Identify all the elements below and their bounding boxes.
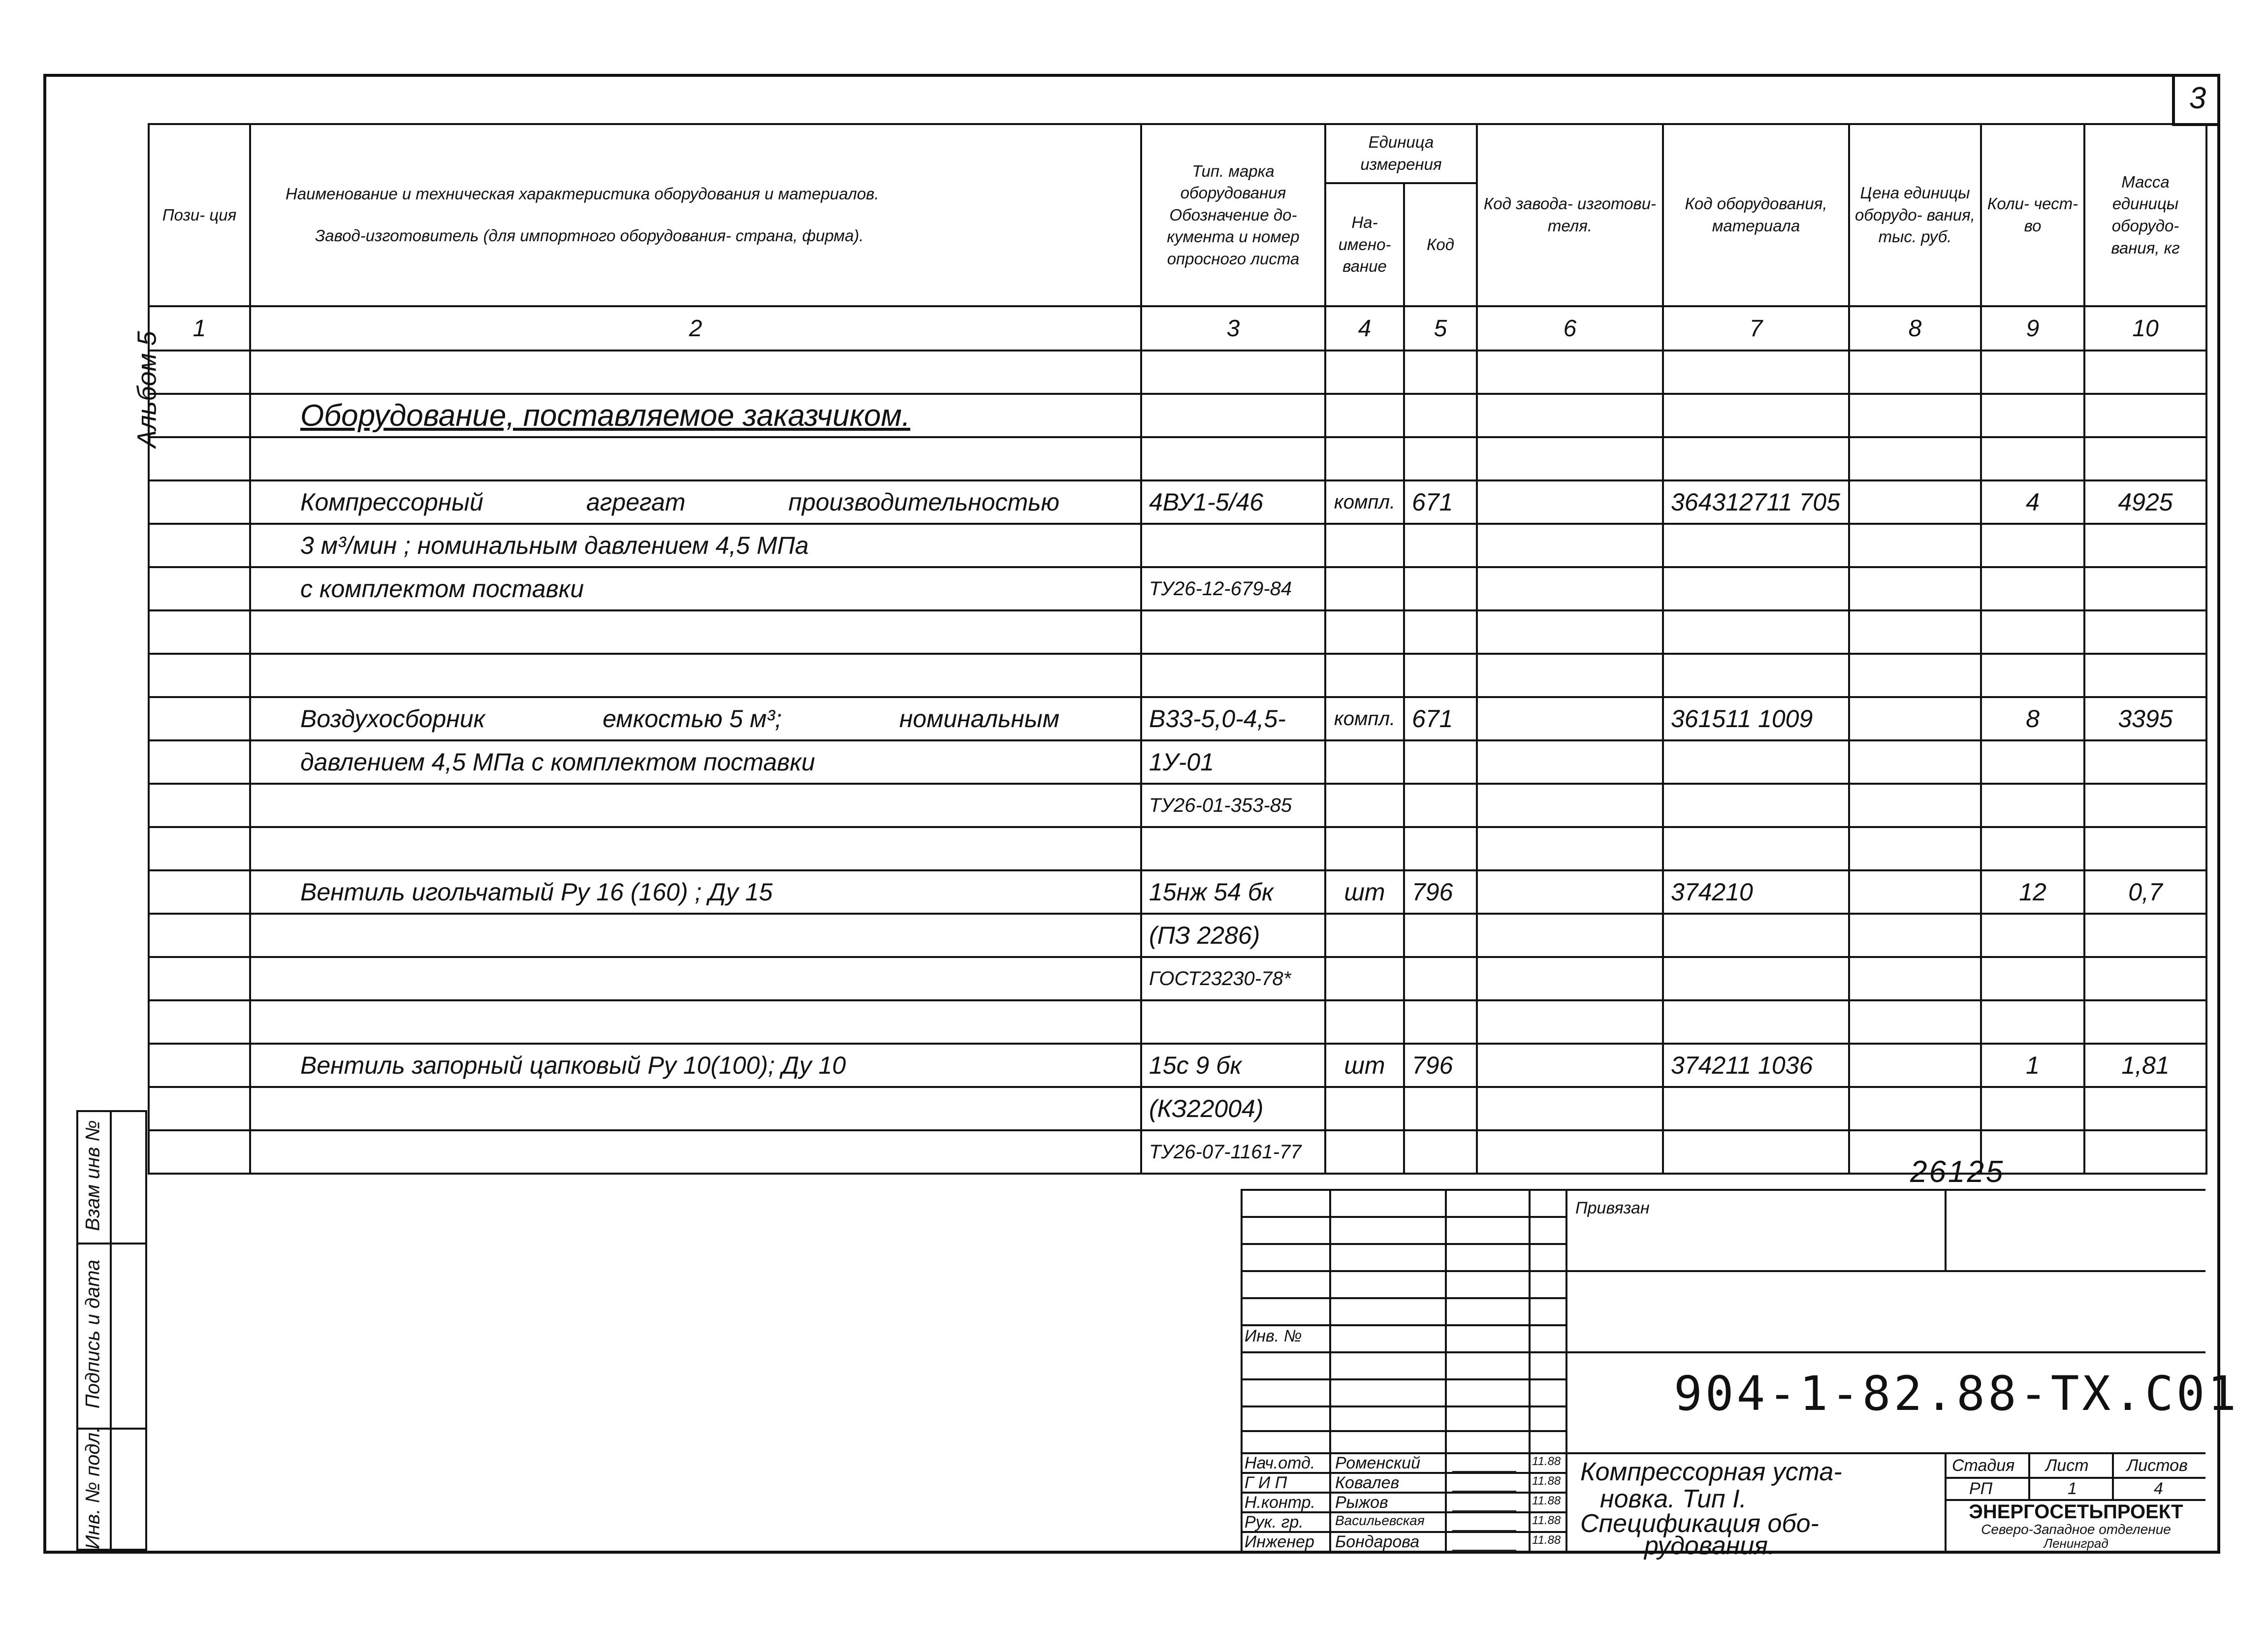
header-unit-name: На- имено- вание	[1325, 183, 1404, 306]
item-mass: 3395	[2084, 697, 2206, 740]
item-name: Воздухосборник	[300, 705, 485, 733]
item-unit-code: 671	[1404, 697, 1477, 740]
person-name: Васильевская	[1335, 1513, 1425, 1528]
inv-no-label: Инв. №	[1245, 1327, 1302, 1345]
item-doc: ГОСТ23230-78*	[1141, 957, 1325, 1000]
item-doc: ТУ26-07-1161-77	[1141, 1130, 1325, 1174]
item-material-code: 364312711 705	[1663, 480, 1849, 524]
role-label: Рук. гр.	[1245, 1513, 1304, 1532]
header-factory-code: Код завода- изготови- теля.	[1477, 124, 1663, 306]
col-number: 5	[1404, 306, 1477, 351]
left-approval-strip	[76, 1110, 145, 1551]
table-row	[149, 654, 2206, 697]
privyazan-label: Привязан	[1575, 1199, 1650, 1217]
person-name: Бондарова	[1335, 1532, 1420, 1551]
role-label: Нач.отд.	[1245, 1454, 1315, 1472]
role-label: Инженер	[1245, 1532, 1314, 1551]
sign-date: 11.88	[1532, 1474, 1561, 1488]
item-name: давлением 4,5 МПа с комплектом поставки	[250, 740, 1141, 784]
item-name: номинальным	[899, 705, 1059, 733]
header-position: Пози- ция	[149, 124, 250, 306]
doc-title-line: Спецификация обо-	[1580, 1509, 1819, 1538]
signature-mark	[1452, 1497, 1516, 1512]
title-block	[1241, 1189, 2239, 1560]
col-number: 1	[149, 306, 250, 351]
header-mass: Масса единицы оборудо- вания, кг	[2084, 124, 2206, 306]
item-unit: компл.	[1325, 697, 1404, 740]
stage-label: Стадия	[1952, 1456, 2015, 1475]
col-number: 10	[2084, 306, 2206, 351]
role-label: Г И П	[1245, 1473, 1287, 1492]
person-name: Рыжов	[1335, 1493, 1388, 1512]
item-material-code: 374211 1036	[1663, 1044, 1849, 1087]
table-row	[149, 437, 2206, 480]
organization-name: ЭНЕРГОСЕТЬПРОЕКТ	[1969, 1501, 2183, 1523]
signature-mark	[1452, 1457, 1516, 1472]
header-unit-code: Код	[1404, 183, 1477, 306]
item-quantity: 1	[1981, 1044, 2084, 1087]
col-number: 8	[1849, 306, 1981, 351]
col-number: 9	[1981, 306, 2084, 351]
item-unit-code: 671	[1404, 480, 1477, 524]
table-row	[149, 697, 2206, 740]
table-row	[149, 351, 2206, 394]
doc-title-line: рудования.	[1644, 1532, 1775, 1560]
frame-top-line	[43, 74, 2217, 77]
item-type: (КЗ22004)	[1141, 1087, 1325, 1130]
document-code: 904-1-82.88-ТХ.С01	[1674, 1366, 2239, 1421]
vzam-inv-label: Взам инв №	[82, 1119, 104, 1231]
col-number: 7	[1663, 306, 1849, 351]
col-number: 2	[250, 306, 1141, 351]
item-mass: 4925	[2084, 480, 2206, 524]
signature-date-label: Подпись и дата	[82, 1259, 104, 1409]
header-name	[250, 124, 1141, 306]
item-unit-code: 796	[1404, 1044, 1477, 1087]
item-name: Компрессорный	[300, 488, 483, 516]
stage-value: РП	[1969, 1479, 1993, 1498]
sheets-value: 4	[2154, 1479, 2163, 1498]
header-type: Тип. марка оборудования Обозначение до- кумента и номер опросного листа	[1141, 124, 1325, 306]
table-row	[149, 610, 2206, 654]
sign-date: 11.88	[1532, 1514, 1561, 1527]
table-row	[149, 524, 2206, 567]
role-label: Н.контр.	[1245, 1493, 1315, 1512]
signature-mark	[1452, 1477, 1516, 1492]
col-number: 3	[1141, 306, 1325, 351]
header-name-line1: Наименование и техническая характеристика оборудования и материалов.	[286, 185, 879, 203]
sign-date: 11.88	[1532, 1533, 1561, 1547]
table-row	[149, 957, 2206, 1000]
item-doc: ТУ26-12-679-84	[1141, 567, 1325, 610]
table-row	[149, 567, 2206, 610]
specification-table	[148, 123, 2207, 1175]
sheet-value: 1	[2068, 1479, 2077, 1498]
header-quantity: Коли- чест- во	[1981, 124, 2084, 306]
table-row	[149, 480, 2206, 524]
table-row	[149, 1000, 2206, 1044]
item-type: 1У-01	[1141, 740, 1325, 784]
item-quantity: 4	[1981, 480, 2084, 524]
item-mass: 0,7	[2084, 870, 2206, 914]
item-mass: 1,81	[2084, 1044, 2206, 1087]
album-label: Альбом 5	[132, 331, 162, 448]
item-type: 15нж 54 бк	[1141, 870, 1325, 914]
signature-mark	[1452, 1516, 1516, 1532]
organization-city: Ленинград	[2044, 1536, 2108, 1551]
header-price: Цена единицы оборудо- вания, тыс. руб.	[1849, 124, 1981, 306]
item-name: емкостью 5 м³;	[603, 705, 782, 733]
header-material-code: Код оборудования, материала	[1663, 124, 1849, 306]
item-type: 4ВУ1-5/46	[1141, 480, 1325, 524]
item-type: (ПЗ 2286)	[1141, 914, 1325, 957]
table-row	[149, 1087, 2206, 1130]
item-type: В33-5,0-4,5-	[1141, 697, 1325, 740]
signature-mark	[1452, 1536, 1516, 1551]
person-name: Роменский	[1335, 1454, 1421, 1472]
item-material-code: 361511 1009	[1663, 697, 1849, 740]
sheet-label: Лист	[2045, 1456, 2089, 1475]
table-row	[149, 784, 2206, 827]
item-unit: компл.	[1325, 480, 1404, 524]
item-unit: шт	[1325, 870, 1404, 914]
item-quantity: 12	[1981, 870, 2084, 914]
item-doc: ТУ26-01-353-85	[1141, 784, 1325, 827]
col-number: 4	[1325, 306, 1404, 351]
item-name: Вентиль запорный цапковый Ру 10(100); Ду 10	[250, 1044, 1141, 1087]
item-unit: шт	[1325, 1044, 1404, 1087]
table-row	[149, 394, 2206, 437]
item-name: с комплектом поставки	[250, 567, 1141, 610]
header-name-line2: Завод-изготовитель (для импортного оборудования- страна, фирма).	[315, 226, 864, 245]
item-name: 3 м³/мин ; номинальным давлением 4,5 МПа	[250, 524, 1141, 567]
inv-original-label: Инв. № подл.	[82, 1427, 104, 1550]
item-name: производительностью	[788, 488, 1059, 516]
table-row	[149, 827, 2206, 870]
col-number: 6	[1477, 306, 1663, 351]
archive-stamp: 26125	[1910, 1155, 2005, 1189]
item-name: агрегат	[586, 488, 686, 516]
table-row	[149, 1044, 2206, 1087]
person-name: Ковалев	[1335, 1473, 1400, 1492]
item-unit-code: 796	[1404, 870, 1477, 914]
item-quantity: 8	[1981, 697, 2084, 740]
organization-branch: Северо-Западное отделение	[1981, 1522, 2171, 1537]
header-unit: Единица измерения	[1325, 124, 1477, 183]
table-row	[149, 914, 2206, 957]
table-row	[149, 1130, 2206, 1174]
item-material-code: 374210	[1663, 870, 1849, 914]
sheets-label: Листов	[2127, 1456, 2188, 1475]
section-title: Оборудование, поставляемое заказчиком.	[300, 398, 911, 433]
doc-title-line: Компрессорная уста-	[1580, 1458, 1842, 1486]
table-row	[149, 740, 2206, 784]
item-name: Вентиль игольчатый Ру 16 (160) ; Ду 15	[250, 870, 1141, 914]
table-row	[149, 870, 2206, 914]
sheet-number: 3	[2172, 74, 2220, 126]
sign-date: 11.88	[1532, 1455, 1561, 1468]
item-type: 15с 9 бк	[1141, 1044, 1325, 1087]
sign-date: 11.88	[1532, 1494, 1561, 1507]
doc-title-line: новка. Тип I.	[1600, 1485, 1747, 1513]
